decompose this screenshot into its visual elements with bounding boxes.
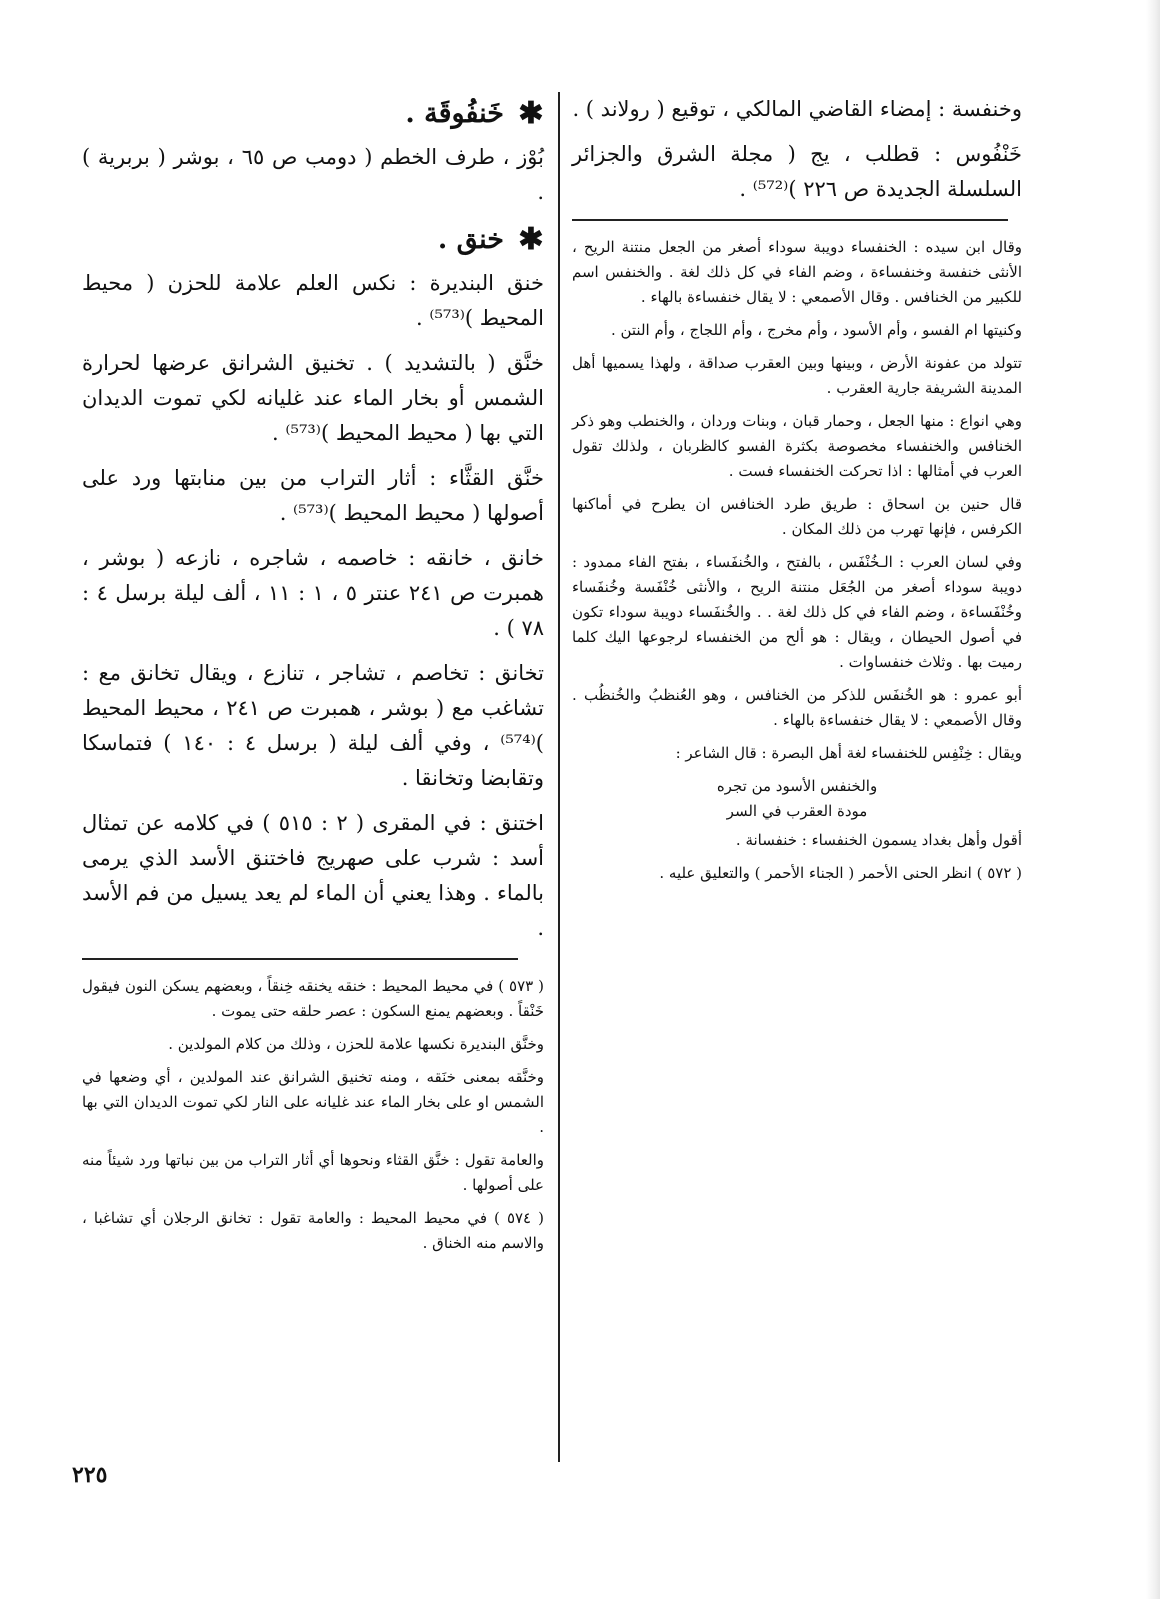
right-column (572, 92, 1022, 894)
headword-khanfuqa (82, 94, 544, 134)
footnote-573: ( ٥٧٣ ) في محيط المحيط : خنقه يخنقه خِنقاً ، وبعضهم يسكن النون فيقول خَنْقاً . وبعضهم يمنع السكون : عصر حلقه حتى يموت . (82, 977, 545, 1020)
footnote-paragraph: وخنَّقه بمعنى خنَقه ، ومنه تخنيق الشرانق عند المولدين ، أي وضعها في الشمس او على بخار الماء عند غليانه على النار لكي تموت الديدان التي بها . (82, 1068, 544, 1136)
entry-khanfasa: وخنفسة : إمضاء القاضي المالكي ، توقيع ( رولاند ) . (572, 97, 1022, 121)
commentary-paragraph: أبو عمرو : هو الخُنفَس للذكر من الخنافس ، وهو العُنظبُ والخُنظُب . وقال الأصمعي : لا يقال خنفساءة بالهاء . (572, 686, 1022, 729)
asterisk-icon: ✱ (518, 222, 544, 257)
commentary-paragraph: وهي انواع : منها الجعل ، وحمار قبان ، وبنات وردان ، والخنطب وهو ذكر الخنافس والخنفساء مخصوصة بكثرة الفسو كالظربان ، ولذلك تقول العرب في أمثالها : اذا تحركت الخنفساء فست . (572, 412, 1022, 480)
entry-khanfus: خَنْفُوس : قطلب ، يج ( مجلة الشرق والجزائر السلسلة الجديدة ص ٢٢٦ )⁽⁵⁷²⁾ . (572, 142, 1022, 201)
scan-edge (1146, 0, 1160, 1599)
entry-paragraph: خانق ، خانقه : خاصمه ، شاجره ، نازعه ( بوشر ، همبرت ص ٢٤١ عنتر ٥ ، ١ : ١١ ، ألف ليلة برسل ٤ : ٧٨ ) . (82, 546, 544, 640)
entry-paragraph: اختنق : في المقرى ( ٢ : ٥١٥ ) في كلامه عن تمثال أسد : شرب على صهريج فاختنق الأسد الذي يرمى بالماء . وهذا يعني أن الماء لم يعد يسيل من فم الأسد . (82, 811, 544, 940)
commentary-paragraph: قال حنين بن اسحاق : طريق طرد الخنافس ان يطرح في أماكنها الكرفس ، فإنها تهرب من ذلك المكان . (572, 495, 1022, 538)
entry-paragraph: خنَّق ( بالتشديد ) . تخنيق الشرانق عرضها لحرارة الشمس أو بخار الماء عند غليانه لكي تموت الديدان التي بها ( محيط المحيط )⁽⁵⁷³⁾ . (82, 351, 544, 445)
footnote-572: ( ٥٧٢ ) انظر الحنى الأحمر ( الجناء الأحمر ) والتعليق عليه . (659, 864, 1022, 882)
verse-line: والخنفس الأسود من تجره (716, 777, 878, 795)
entry-buz: بُوْز ، طرف الخطم ( دومب ص ٦٥ ، بوشر ( بربرية ) . (82, 145, 545, 204)
commentary-paragraph: ويقال : خِنْفِس للخنفساء لغة أهل البصرة : قال الشاعر : (675, 744, 1022, 762)
commentary-divider (572, 219, 1008, 221)
commentary-paragraph: أقول وأهل بغداد يسمون الخنفساء : خنفسانة . (735, 831, 1022, 849)
commentary-paragraph: تتولد من عفونة الأرض ، وبينها وبين العقرب صداقة ، ولهذا يسميها أهل المدينة الشريفة جارية العقرب . (572, 354, 1022, 397)
footnote-paragraph: وخنَّق البنديرة نكسها علامة للحزن ، وذلك من كلام المولدين . (168, 1035, 544, 1053)
footnote-paragraph: والعامة تقول : خنَّق القثاء ونحوها أي أثار التراب من بين نباتها ورد شيئاً منه على أصولها . (82, 1151, 544, 1194)
commentary-paragraph: وكنيتها ام الفسو ، وأم الأسود ، وأم مخرج ، وأم اللجاج ، وأم النتن . (610, 321, 1022, 339)
footnote-divider (82, 958, 518, 960)
entry-paragraph: تخانق : تخاصم ، تشاجر ، تنازع ، ويقال تخانق مع : تشاغب مع ( بوشر ، همبرت ص ٢٤١ ، محيط المحيط )⁽⁵⁷⁴⁾ ، وفي ألف ليلة ( برسل ٤ : ١٤٠ ) فتماسكا وتقابضا وتخانقا . (82, 661, 544, 790)
commentary-paragraph: وقال ابن سيده : الخنفساء دويبة سوداء أصغر من الجعل منتنة الريح ، الأنثى خنفسة وخنفساءة ، وضم الفاء في كل ذلك لغة . والخنفس اسم للكبير من الخنافس . وقال الأصمعي : لا يقال خنفساءة بالهاء . (572, 238, 1022, 306)
verse-line: مودة العقرب في السر (726, 802, 868, 820)
left-column (82, 92, 544, 1264)
headword-text: خَنفُوقَة . (405, 98, 504, 129)
poem-verse (572, 774, 1022, 824)
commentary-paragraph: وفي لسان العرب : الـخُنْفَس ، بالفتح ، والخُنفَساء ، بفتح الفاء ممدود : دويبة سوداء أصغر من الجُعَل منتنة الريح ، والأنثى خُنْفَسة وخُنفَساء وخُنْفَساءة ، وضم الفاء في كل ذلك لغة . . والخُنفَساء دويبة سوداء تكون في أصول الحيطان ، ويقال : هو ألح من الخنفساء لرجوعها اليك كلما رميت بها . وثلاث خنفساوات . (572, 553, 1022, 671)
page-number: ٢٢٥ (72, 1462, 108, 1488)
headword-khanaqa (82, 220, 544, 260)
asterisk-icon: ✱ (518, 96, 544, 131)
entry-paragraph: خنَّق القثَّاء : أثار التراب من بين منابتها ورد على أصولها ( محيط المحيط )⁽⁵⁷³⁾ . (82, 466, 544, 525)
entry-paragraph: خنق البنديرة : نكس العلم علامة للحزن ( محيط المحيط )⁽⁵⁷³⁾ . (82, 271, 544, 330)
column-divider (558, 92, 560, 1462)
footnote-574: ( ٥٧٤ ) في محيط المحيط : والعامة تقول : تخانق الرجلان أي تشاغبا ، والاسم منه الخناق . (82, 1209, 544, 1252)
headword-text: خنق . (437, 224, 504, 255)
